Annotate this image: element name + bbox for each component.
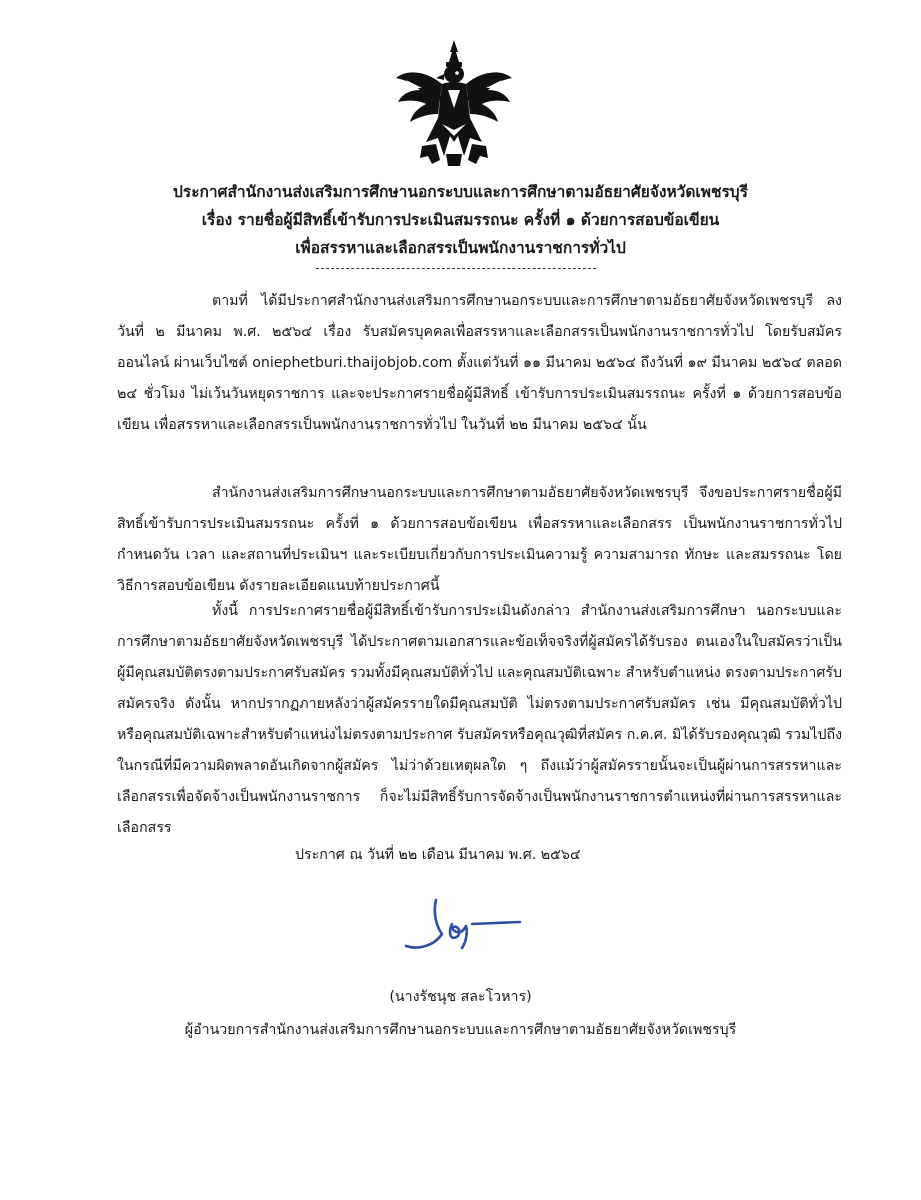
announcement-date: ประกาศ ณ วันที่ ๒๒ เดือน มีนาคม พ.ศ. ๒๕๖๔ bbox=[295, 847, 581, 863]
body-paragraph-3: ทั้งนี้ การประกาศรายชื่อผู้มีสิทธิ์เข้ารับการประเมินดังกล่าว สำนักงานส่งเสริมการศึกษา นอกระบบและการศึกษาตามอัธยาศัยจังหวัดเพชรบุรี ได้ประกาศตามเอกสารและข้อเท็จจริงที่ผู้สมัครได้รับรอง ตนเองในใบสมัครว่าเป็นผู้มีคุณสมบัติตรงตามประกาศรับสมัคร รวมทั้งมีคุณสมบัติทั่วไป และคุณสมบัติเฉพาะ สำหรับตำแหน่ง ตรงตามประกาศรับสมัครจริง ดังนั้น หากปรากฏภายหลังว่าผู้สมัครรายใดมีคุณสมบัติ ไม่ตรงตามประกาศรับสมัคร เช่น มีคุณสมบัติทั่วไป หรือคุณสมบัติเฉพาะสำหรับตำแหน่งไม่ตรงตามประกาศ รับสมัครหรือคุณวุฒิที่สมัคร ก.ค.ศ. มิได้รับรองคุณวุฒิ รวมไปถึงในกรณีที่มีความผิดพลาดอันเกิดจากผู้สมัคร ไม่ว่าด้วยเหตุผลใด ๆ ถึงแม้ว่าผู้สมัครรายนั้นจะเป็นผู้ผ่านการสรรหาและเลือกสรรเพื่อจัดจ้างเป็นพนักงานราชการ ก็จะไม่มีสิทธิ์รับการจัดจ้างเป็นพนักงานราชการตำแหน่งที่ผ่านการสรรหาและเลือกสรร bbox=[117, 603, 842, 836]
garuda-emblem-icon bbox=[392, 38, 516, 170]
body-paragraph-1: ตามที่ ได้มีประกาศสำนักงานส่งเสริมการศึกษานอกระบบและการศึกษาตามอัธยาศัยจังหวัดเพชรบุรี ลงวันที่ ๒ มีนาคม พ.ศ. ๒๕๖๔ เรื่อง รับสมัครบุคคลเพื่อสรรหาและเลือกสรรเป็นพนักงานราชการทั่วไป โดยรับสมัครออนไลน์ ผ่านเว็บไซต์ oniephetburi.thaijobjob.com ตั้งแต่วันที่ ๑๑ มีนาคม ๒๕๖๔ ถึงวันที่ ๑๙ มีนาคม ๒๕๖๔ ตลอด ๒๔ ชั่วโมง ไม่เว้นวันหยุดราชการ และจะประกาศรายชื่อผู้มีสิทธิ์ เข้ารับการประเมินสมรรถนะ ครั้งที่ ๑ ด้วยการสอบข้อเขียน เพื่อสรรหาและเลือกสรรเป็นพนักงานราชการทั่วไป ในวันที่ ๒๒ มีนาคม ๒๕๖๔ นั้น bbox=[117, 293, 842, 433]
announcement-subject: เรื่อง รายชื่อผู้มีสิทธิ์เข้ารับการประเมินสมรรถนะ ครั้งที่ ๑ ด้วยการสอบข้อเขียน bbox=[201, 211, 720, 229]
announcement-purpose: เพื่อสรรหาและเลือกสรรเป็นพนักงานราชการทั่วไป bbox=[295, 239, 626, 257]
body-paragraph-2: สำนักงานส่งเสริมการศึกษานอกระบบและการศึกษาตามอัธยาศัยจังหวัดเพชรบุรี จึงขอประกาศรายชื่อผู้มีสิทธิ์เข้ารับการประเมินสมรรถนะ ครั้งที่ ๑ ด้วยการสอบข้อเขียน เพื่อสรรหาและเลือกสรร เป็นพนักงานราชการทั่วไป กำหนดวัน เวลา และสถานที่ประเมินฯ และระเบียบเกี่ยวกับการประเมินความรู้ ความสามารถ ทักษะ และสมรรถนะ โดยวิธีการสอบข้อเขียน ดังรายละเอียดแนบท้ายประกาศนี้ bbox=[117, 485, 842, 594]
announcement-title: ประกาศสำนักงานส่งเสริมการศึกษานอกระบบและการศึกษาตามอัธยาศัยจังหวัดเพชรบุรี bbox=[173, 183, 748, 201]
signer-name: (นางรัชนุช สละโวหาร) bbox=[389, 989, 532, 1005]
signer-position: ผู้อำนวยการสำนักงานส่งเสริมการศึกษานอกระบบและการศึกษาตามอัธยาศัยจังหวัดเพชรบุรี bbox=[184, 1022, 737, 1038]
handwritten-signature bbox=[400, 890, 525, 960]
title-divider bbox=[316, 268, 596, 269]
